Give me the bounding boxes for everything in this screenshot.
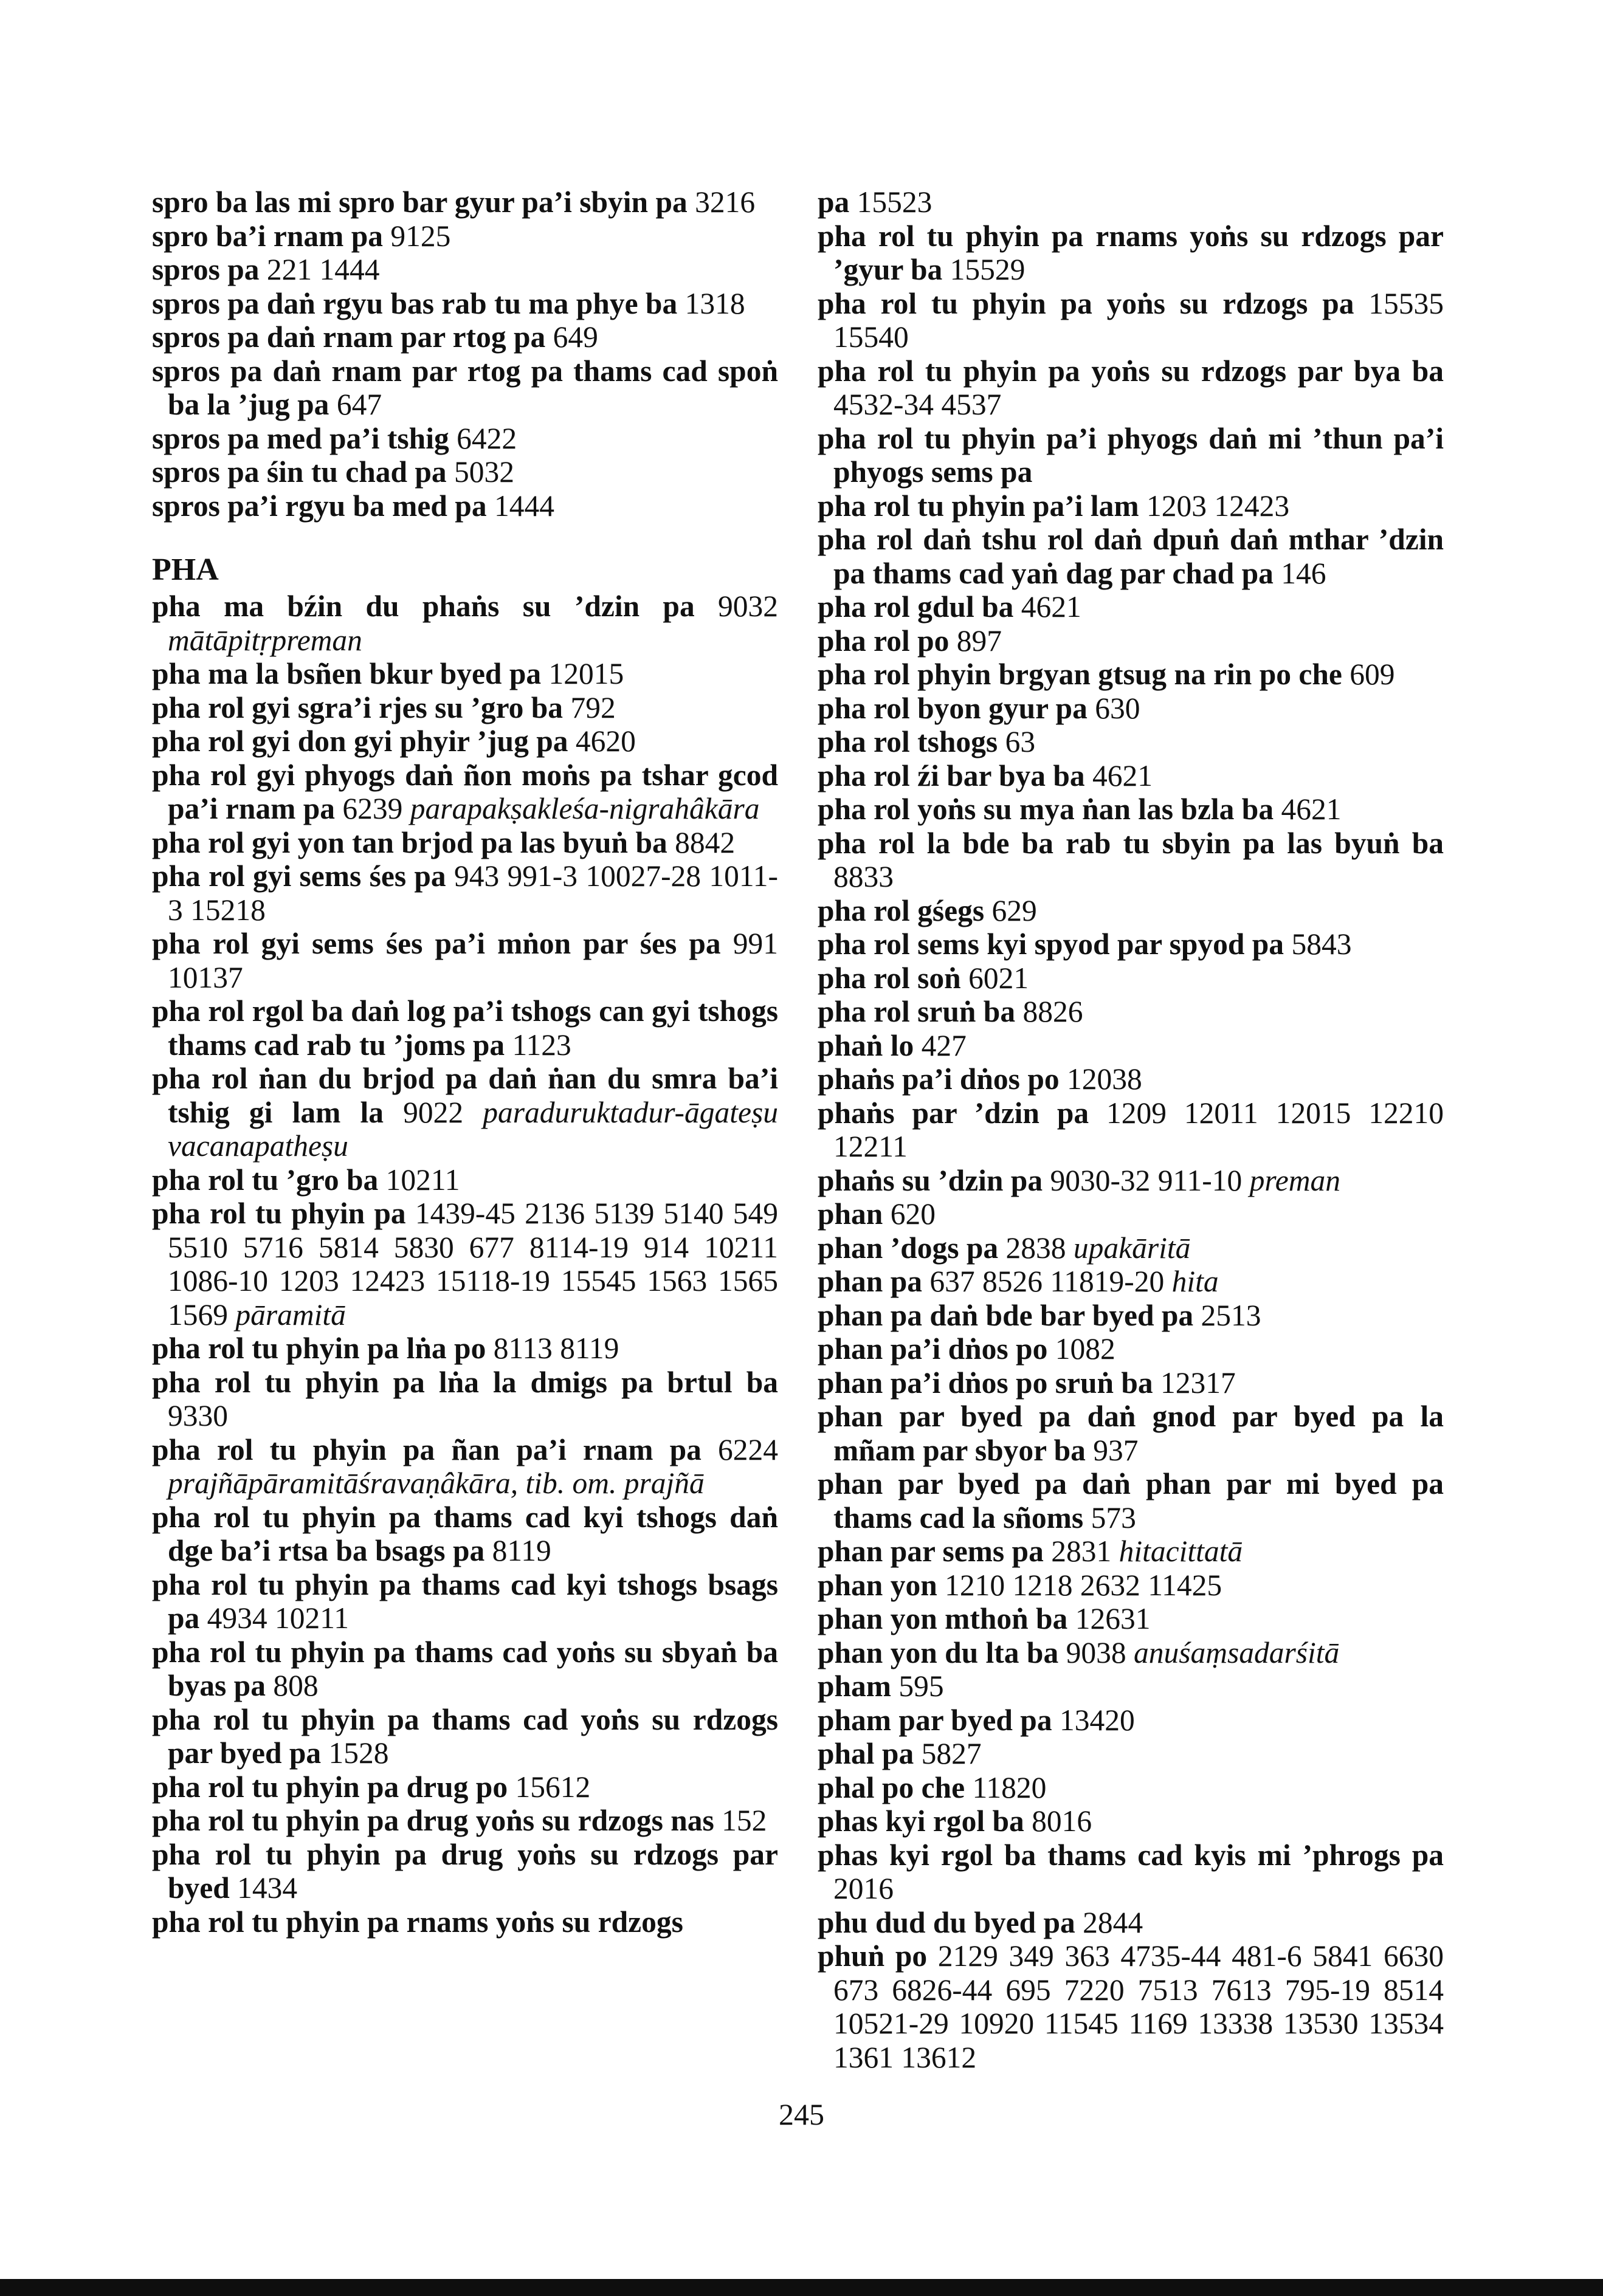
index-entry [152, 489, 778, 523]
bottom-scan-edge [0, 2279, 1603, 2296]
entry-headword: pha rol gyi phyogs daṅ ñon moṅs pa tshar gcod pa’i rnam pa [152, 758, 778, 825]
index-column-left [152, 185, 778, 1939]
index-entry [152, 219, 778, 253]
entry-references: 12015 [548, 657, 624, 690]
index-entry [818, 1569, 1444, 1603]
entry-headword: phan yon mthoṅ ba [818, 1602, 1068, 1635]
entry-references: 11820 [972, 1770, 1047, 1804]
entry-references: 6239 [342, 792, 403, 825]
entry-references: 8113 8119 [493, 1332, 619, 1365]
entry-headword: pha rol tu phyin pa drug po [152, 1770, 508, 1804]
entry-references: 15523 [857, 185, 932, 219]
entry-headword: pha rol tu phyin pa thams cad yoṅs su sbyaṅ ba byas pa [152, 1635, 778, 1702]
entry-references: 9330 [168, 1399, 228, 1432]
entry-headword: spro ba las mi spro bar gyur pa’i sbyin pa [152, 185, 688, 219]
index-entry [152, 1366, 778, 1433]
index-entry [818, 1265, 1444, 1299]
entry-headword: spros pa’i rgyu ba med pa [152, 489, 487, 523]
index-entry [818, 995, 1444, 1029]
entry-references: 8016 [1032, 1804, 1092, 1838]
entry-references: 8119 [492, 1534, 551, 1567]
entry-headword: spro ba’i rnam pa [152, 219, 384, 253]
index-entry [818, 1231, 1444, 1265]
entry-headword: spros pa daṅ rnam par rtog pa [152, 320, 546, 354]
entry-references: 1210 1218 2632 11425 [945, 1568, 1222, 1602]
entry-headword: pha rol tu phyin pa rnams yoṅs su rdzogs [152, 1905, 683, 1939]
entry-references: 3216 [695, 185, 756, 219]
index-entry [818, 1332, 1444, 1366]
index-entry [152, 287, 778, 321]
entry-headword: phan pa daṅ bde bar byed pa [818, 1298, 1194, 1332]
entry-headword: pha rol tu phyin pa’i phyogs daṅ mi ’thun pa’i phyogs sems pa [818, 421, 1444, 489]
entry-headword: pha rol źi bar bya ba [818, 758, 1085, 792]
index-entry [818, 1602, 1444, 1636]
entry-headword: pha rol sems kyi spyod par spyod pa [818, 927, 1284, 961]
index-entry [152, 1703, 778, 1770]
index-entry [152, 1838, 778, 1905]
index-entry [818, 1737, 1444, 1771]
entry-references: 620 [890, 1197, 936, 1231]
entry-headword: pha rol tu phyin pa lṅa po [152, 1332, 486, 1365]
entry-references: 1528 [328, 1736, 389, 1770]
entry-references: 221 1444 [266, 253, 380, 286]
entry-references: 595 [898, 1669, 944, 1703]
index-entry [152, 859, 778, 927]
entry-headword: pha rol gdul ba [818, 590, 1014, 624]
entry-headword: phaṅs pa’i dṅos po [818, 1062, 1060, 1096]
entry-headword: phaṅs par ’dzin pa [818, 1096, 1089, 1130]
entry-headword: phaṅs su ’dzin pa [818, 1163, 1043, 1197]
entry-headword: phal pa [818, 1737, 914, 1770]
entry-headword: spros pa daṅ rnam par rtog pa thams cad spoṅ ba la ’jug pa [152, 354, 778, 421]
entry-references: 6021 [968, 961, 1029, 995]
index-entry [818, 354, 1444, 422]
index-entry [152, 724, 778, 758]
index-entry [818, 692, 1444, 726]
entry-headword: phas kyi rgol ba thams cad kyis mi ’phrogs pa [818, 1838, 1444, 1872]
entry-sanskrit-equivalent: hita [1171, 1265, 1219, 1298]
entry-references: 8842 [675, 825, 736, 859]
entry-references: 4934 10211 [207, 1601, 349, 1635]
entry-headword: phan pa [818, 1265, 922, 1298]
entry-references: 8826 [1022, 995, 1083, 1028]
index-entry [818, 759, 1444, 793]
index-entry [818, 624, 1444, 658]
entry-references: 4621 [1021, 590, 1081, 624]
index-entry [818, 1906, 1444, 1940]
entry-headword: pha ma la bsñen bkur byed pa [152, 657, 542, 690]
entry-headword: phan yon du lta ba [818, 1635, 1059, 1669]
index-entry [152, 994, 778, 1062]
entry-headword: pham [818, 1669, 892, 1703]
entry-references: 9032 [718, 589, 779, 623]
entry-headword: pha rol soṅ [818, 961, 961, 995]
entry-references: 146 [1281, 556, 1326, 590]
entry-sanskrit-equivalent: mātāpitṛpreman [168, 623, 362, 657]
entry-references: 9038 [1066, 1635, 1126, 1669]
entry-references: 897 [956, 624, 1002, 658]
entry-sanskrit-equivalent: paraduruktadur-āgateṣu vacanapatheṣu [168, 1095, 779, 1163]
index-entry [818, 961, 1444, 995]
index-entry [818, 1804, 1444, 1838]
entry-headword: spros pa med pa’i tshig [152, 421, 449, 455]
entry-references: 6422 [457, 421, 517, 455]
index-entry [818, 185, 1444, 219]
index-entry [152, 1804, 778, 1838]
index-entry [818, 1029, 1444, 1063]
entry-references: 1203 12423 [1146, 489, 1290, 523]
index-entry [152, 758, 778, 826]
entry-references: 427 [921, 1028, 967, 1062]
index-entry [152, 320, 778, 354]
entry-headword: spros pa daṅ rgyu bas rab tu ma phye ba [152, 286, 678, 320]
entry-headword: pa [818, 185, 850, 219]
entry-headword: phan par byed pa daṅ phan par mi byed pa thams cad la sñoms [818, 1467, 1444, 1535]
entry-references: 1082 [1055, 1332, 1115, 1366]
entry-headword: pha rol gyi yon tan brjod pa las byuṅ ba [152, 825, 667, 859]
entry-headword: phal po che [818, 1770, 965, 1804]
entry-headword: pha rol gyi sgra’i rjes su ’gro ba [152, 690, 564, 724]
entry-headword: pha rol tu phyin pa drug yoṅs su rdzogs nas [152, 1804, 714, 1837]
entry-references: 2831 [1051, 1535, 1112, 1568]
index-entry [818, 1838, 1444, 1906]
entry-references: 10211 [385, 1163, 460, 1197]
index-entry [152, 589, 778, 657]
index-entry [152, 185, 778, 219]
entry-headword: pha rol sruṅ ba [818, 995, 1016, 1028]
entry-references: 9022 [403, 1095, 464, 1129]
index-entry [818, 927, 1444, 961]
entry-headword: phas kyi rgol ba [818, 1804, 1024, 1838]
entry-references: 792 [570, 690, 616, 724]
entry-references: 152 [722, 1804, 767, 1837]
entry-references: 9125 [390, 219, 451, 253]
entry-references: 9030-32 911-10 [1050, 1163, 1243, 1197]
section-heading: PHA [152, 552, 219, 587]
entry-references: 1209 12011 12015 12210 12211 [833, 1096, 1444, 1163]
entry-references: 5032 [454, 455, 515, 489]
index-entry [152, 691, 778, 725]
entry-references: 1318 [684, 286, 745, 320]
index-entry [152, 1568, 778, 1635]
entry-references: 629 [991, 893, 1037, 927]
index-entry [152, 826, 778, 860]
index-entry [818, 1771, 1444, 1805]
entry-references: 1123 [512, 1028, 571, 1062]
entry-references: 13420 [1059, 1703, 1135, 1737]
entry-references: 12317 [1160, 1366, 1236, 1400]
index-entry [818, 725, 1444, 759]
entry-headword: pha rol daṅ tshu rol daṅ dpuṅ daṅ mthar ’dzin pa thams cad yaṅ dag par chad pa [818, 523, 1444, 590]
index-entry [818, 590, 1444, 624]
index-entry [818, 792, 1444, 827]
entry-headword: pha rol byon gyur pa [818, 691, 1088, 725]
index-entry [818, 658, 1444, 692]
index-entry [818, 1939, 1444, 2074]
index-entry [818, 827, 1444, 894]
entry-headword: pha rol tu phyin pa thams cad kyi tshogs daṅ dge ba’i rtsa ba bsags pa [152, 1500, 778, 1567]
entry-headword: pha rol tu phyin pa thams cad yoṅs su rdzogs par byed pa [152, 1702, 778, 1770]
entry-headword: pha rol tu phyin pa yoṅs su rdzogs par bya ba [818, 354, 1444, 388]
index-entry [818, 1535, 1444, 1569]
entry-headword: phu dud du byed pa [818, 1905, 1075, 1939]
index-entry [152, 1770, 778, 1804]
entry-headword: phan [818, 1197, 883, 1231]
index-column-right [818, 185, 1444, 2074]
entry-headword: pha rol tu ’gro ba [152, 1163, 379, 1197]
entry-headword: pha rol la bde ba rab tu sbyin pa las byuṅ ba [818, 826, 1444, 860]
index-entry [152, 1635, 778, 1703]
entry-references: 2016 [833, 1872, 894, 1905]
index-entry [152, 927, 778, 994]
entry-headword: pha rol tu phyin pa ñan pa’i rnam pa [152, 1432, 702, 1466]
entry-references: 2844 [1083, 1905, 1143, 1939]
index-entry [818, 287, 1444, 354]
page-number: 245 [779, 2097, 824, 2131]
entry-sanskrit-equivalent: pāramitā [235, 1298, 346, 1332]
index-entry [152, 1197, 778, 1332]
entry-headword: pha rol tu phyin pa thams cad kyi tshogs bsags pa [152, 1567, 778, 1635]
entry-references: 937 [1093, 1433, 1139, 1467]
index-entry [818, 1703, 1444, 1737]
index-entry [818, 1096, 1444, 1164]
entry-references: 12631 [1075, 1602, 1151, 1635]
entry-references: 649 [553, 320, 598, 354]
entry-references: 4621 [1092, 758, 1153, 792]
entry-references: 8833 [833, 860, 894, 893]
index-entry [152, 1332, 778, 1366]
index-entry [818, 422, 1444, 489]
index-entry [818, 1164, 1444, 1198]
index-entry [152, 1062, 778, 1163]
entry-references: 637 8526 11819-20 [929, 1265, 1165, 1298]
entry-headword: pha rol po [818, 624, 950, 658]
entry-references: 4620 [575, 724, 636, 758]
entry-references: 5827 [921, 1737, 982, 1770]
entry-headword: phuṅ po [818, 1939, 928, 1973]
entry-headword: phan ’dogs pa [818, 1231, 999, 1265]
entry-headword: spros pa śin tu chad pa [152, 455, 447, 489]
entry-headword: pha rol tu phyin pa drug yoṅs su rdzogs par byed [152, 1837, 778, 1905]
entry-references: 15535 15540 [833, 286, 1444, 354]
entry-references: 808 [273, 1669, 319, 1702]
entry-headword: pha rol tu phyin pa lṅa la dmigs pa brtul ba [152, 1365, 778, 1399]
entry-references: 647 [336, 388, 382, 421]
index-entry [818, 1197, 1444, 1231]
entry-headword: spros pa [152, 253, 260, 286]
index-entry [818, 219, 1444, 287]
entry-references: 943 991-3 10027-28 1011-3 15218 [168, 859, 779, 927]
entry-references: 1444 [494, 489, 554, 523]
entry-references: 991 10137 [168, 927, 779, 994]
entry-sanskrit-equivalent: prajñāpāramitāśravaṇâkāra, tib. om. prajñā [168, 1466, 705, 1500]
index-entry [152, 1905, 778, 1939]
entry-references: 630 [1095, 691, 1140, 725]
entry-references: 5843 [1291, 927, 1352, 961]
entry-headword: phaṅ lo [818, 1028, 914, 1062]
index-entry [152, 422, 778, 456]
entry-headword: pham par byed pa [818, 1703, 1052, 1737]
index-entry [818, 1299, 1444, 1333]
entry-references: 2838 [1005, 1231, 1066, 1265]
entry-headword: phan pa’i dṅos po [818, 1332, 1048, 1366]
entry-references: 4621 [1281, 792, 1342, 826]
index-entry [152, 1500, 778, 1568]
entry-references: 15529 [950, 253, 1026, 286]
entry-headword: phan par byed pa daṅ gnod par byed pa la mñam par sbyor ba [818, 1400, 1444, 1467]
entry-references: 6224 [718, 1432, 778, 1466]
entry-references: 4532-34 4537 [833, 388, 1002, 421]
entry-headword: pha rol yoṅs su mya ṅan las bzla ba [818, 792, 1274, 826]
entry-references: 63 [1005, 725, 1036, 758]
entry-headword: pha rol tu phyin pa rnams yoṅs su rdzogs par ’gyur ba [818, 219, 1444, 286]
index-entry [152, 1433, 778, 1500]
entry-headword: pha rol gyi don gyi phyir ’jug pa [152, 724, 568, 758]
index-entry [152, 657, 778, 691]
index-entry [818, 1062, 1444, 1096]
entry-sanskrit-equivalent: preman [1249, 1163, 1340, 1197]
index-entry [818, 1400, 1444, 1467]
entry-headword: pha rol gyi sems śes pa [152, 859, 446, 893]
index-entry [818, 1467, 1444, 1535]
entry-sanskrit-equivalent: hitacittatā [1119, 1535, 1243, 1568]
entry-headword: pha rol gyi sems śes pa’i mṅon par śes pa [152, 927, 721, 960]
entry-references: 2513 [1201, 1298, 1261, 1332]
entry-headword: pha rol rgol ba daṅ log pa’i tshogs can gyi tshogs thams cad rab tu ’joms pa [152, 994, 778, 1062]
index-entry [152, 455, 778, 489]
entry-headword: phan yon [818, 1568, 937, 1602]
entry-references: 573 [1091, 1500, 1136, 1535]
entry-references: 609 [1350, 658, 1395, 691]
entry-headword: phan par sems pa [818, 1535, 1044, 1568]
entry-headword: pha rol ṅan du brjod pa daṅ ṅan du smra ba’i tshig gi lam la [152, 1062, 778, 1129]
entry-headword: pha rol gśegs [818, 893, 985, 927]
index-entry [152, 253, 778, 287]
index-entry [818, 489, 1444, 523]
index-entry [152, 1163, 778, 1197]
entry-headword: phan pa’i dṅos po sruṅ ba [818, 1366, 1153, 1400]
entry-headword: pha rol tu phyin pa yoṅs su rdzogs pa [818, 286, 1354, 320]
entry-sanskrit-equivalent: upakāritā [1073, 1231, 1191, 1265]
entry-sanskrit-equivalent: anuśaṃsadarśitā [1133, 1635, 1340, 1669]
entry-headword: pha ma bźin du phaṅs su ’dzin pa [152, 589, 695, 623]
index-entry [818, 1366, 1444, 1400]
index-entry [818, 1636, 1444, 1670]
index-entry [818, 894, 1444, 928]
entry-references: 1434 [237, 1871, 298, 1905]
entry-headword: pha rol phyin brgyan gtsug na rin po che [818, 658, 1342, 691]
index-entry [818, 1669, 1444, 1703]
entry-headword: pha rol tshogs [818, 725, 998, 758]
entry-references: 12038 [1066, 1062, 1142, 1096]
entry-references: 15612 [515, 1770, 591, 1804]
entry-headword: pha rol tu phyin pa [152, 1197, 406, 1230]
index-entry [152, 354, 778, 422]
index-entry [818, 523, 1444, 590]
entry-headword: pha rol tu phyin pa’i lam [818, 489, 1139, 523]
entry-sanskrit-equivalent: parapakṣakleśa-nigrahâkāra [410, 792, 760, 825]
entry-references: 1439-45 2136 5139 5140 549 5510 5716 5814 5830 677 8114-19 914 10211 1086-10 1203 12423 15118-19 15545 1563 1565 1569 [168, 1197, 779, 1332]
entry-references: 2129 349 363 4735-44 481-6 5841 6630 673 6826-44 695 7220 7513 7613 795-19 8514 10521-29 10920 11545 1169 13338 13530 13534 1361 13612 [833, 1939, 1444, 2074]
